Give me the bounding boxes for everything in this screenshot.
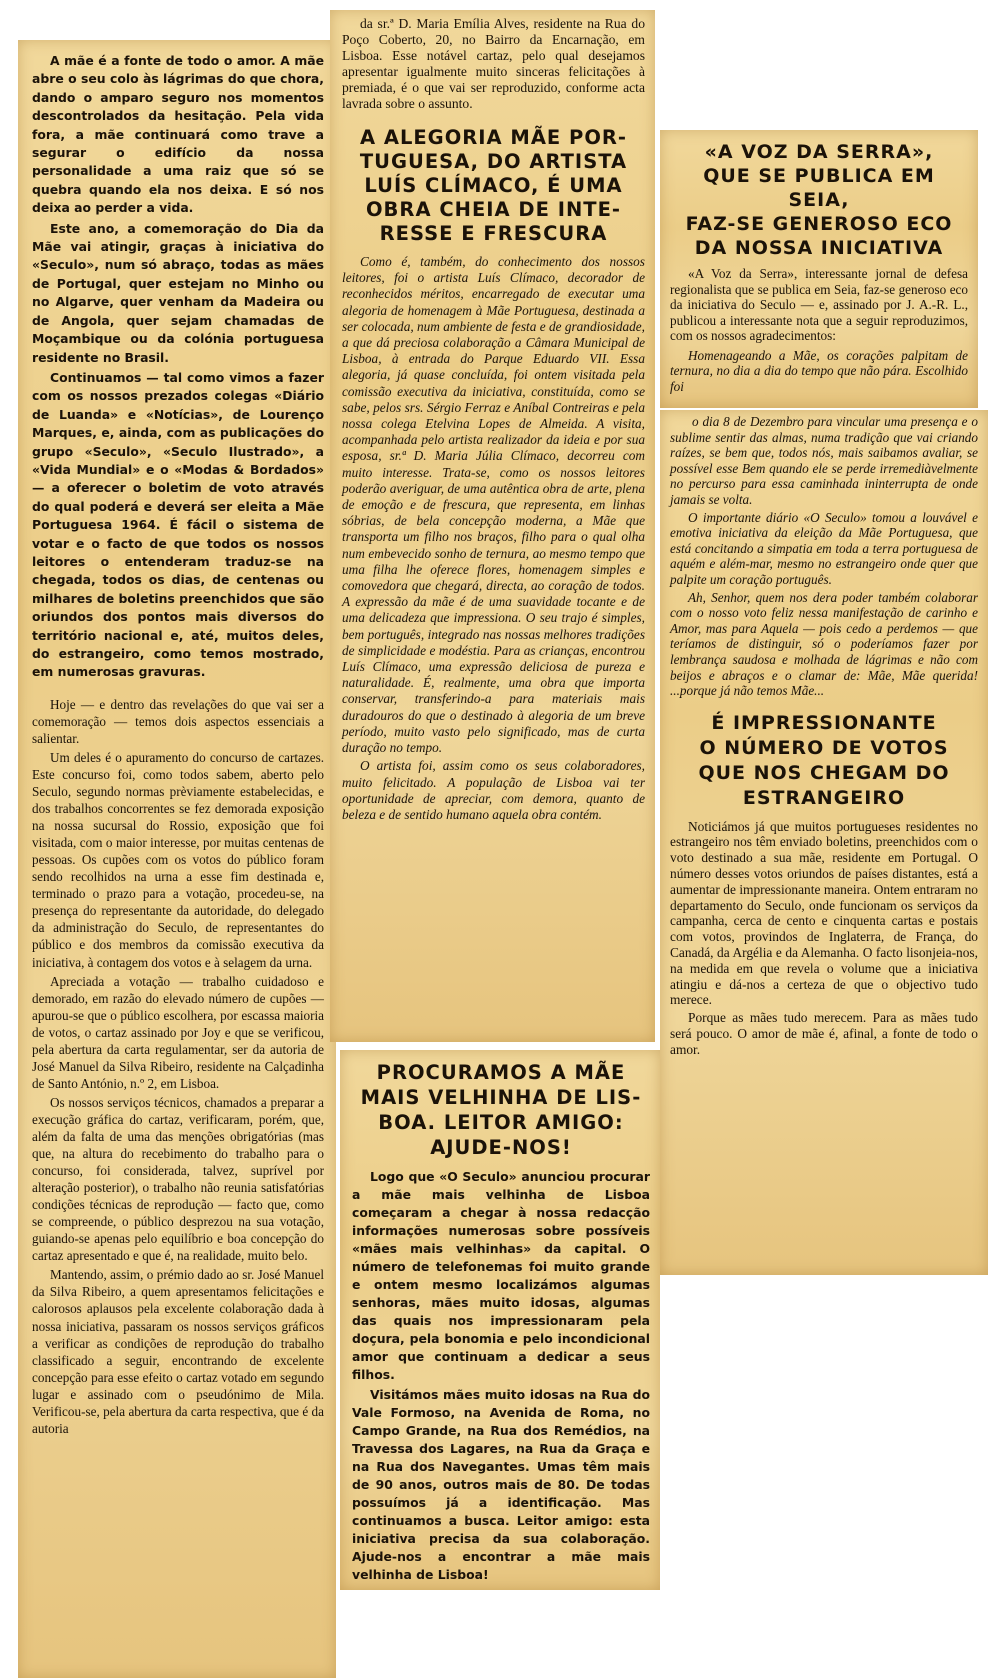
impressionante-headline-line-3: QUE NOS CHEGAM DO bbox=[698, 761, 950, 784]
procuramos-body bbox=[352, 1168, 650, 1584]
alegoria-headline-line-5: RESSE E FRESCURA bbox=[379, 222, 608, 245]
alegoria-headline-line-4: OBRA CHEIA DE INTE- bbox=[365, 198, 621, 221]
clipping-voz-da-serra bbox=[660, 130, 978, 408]
impressionante-body bbox=[670, 819, 978, 1058]
procuramos-headline-line-1: PROCURAMOS A MÃE bbox=[376, 1061, 626, 1084]
impressionante-paragraph-1: Noticiámos já que muitos portugueses residentes no estrangeiro nos têm enviado boletins, preenchidos com o voto destinado a sua mãe, residente em Portugal. O número desses votos oriundos de países distantes, está a aumentar de impressionante maneira. Ontem entraram no departamento do Seculo, onde funcionam os serviços da campanha, cerca de cento e cinquenta cartas e postais com votos, provindos de Inglaterra, de França, do Canadá, da Argélia e da Alemanha. O facto lisonjeia-nos, na medida em que revela o volume que a iniciativa atingiu e dá-nos a certeza de que o objectivo tudo merece. bbox=[670, 818, 978, 1008]
voz-cont-paragraph-2: O importante diário «O Seculo» tomou a louvável e emotiva iniciativa da eleição da Mãe Portuguesa, que está concitando a simpatia em toda a terra portuguesa de aquém e além-mar, mesmo no estrangeiro onde quer que palpite um coração português. bbox=[670, 509, 978, 587]
lead-paragraph-1: A mãe é a fonte de todo o amor. A mãe abre o seu colo às lágrimas do que chora, dando o amparo seguro nos momentos descontrolados da hesitação. Pela vida fora, a mãe continuará como trave a segurar o edifício da nossa personalidade a uma raiz que só se quebra quando ela nos deixa. E só nos deixa ao perder a vida. bbox=[32, 53, 324, 216]
clipping-procuramos bbox=[340, 1050, 660, 1590]
continuation-text: da sr.ª D. Maria Emília Alves, residente na Rua do Poço Coberto, 20, no Bairro da Encarnação, em Lisboa. Esse notável cartaz, pelo qual desejamos apresentar igualmente muito sinceras felicitações à premiada, é o que vai ser reproduzido, conforme acta lavrada sobre o assunto. bbox=[342, 16, 645, 111]
procuramos-headline-line-4: AJUDE-NOS! bbox=[430, 1136, 572, 1159]
voz-cont-paragraph-1: o dia 8 de Dezembro para vincular uma presença e o sublime sentir das almas, numa tradição que vai criando raízes, se bem que, todos nós, mais saibamos avaliar, se possível esse Bem quando ele se perde irremediàvelmente no percurso para essa caminhada ininterrupta de onde jamais se volta. bbox=[670, 414, 978, 507]
body-paragraph-2: Um deles é o apuramento do concurso de cartazes. Este concurso foi, como todos sabem, aberto pelo Seculo, segundo normas prèviamente estabelecidas, e dos trabalhos concorrentes se fez demorada exposição na nossa sucursal do Rossio, exposição que foi visitada, com o maior interesse, por muitas centenas de pessoas. Os cupões com os votos do público foram sendo recolhidos na urna a esse fim destinada e, terminado o prazo para a votação, procedeu-se, na presença do representante da autoridade, do delegado da administração do Seculo, de representantes do público e dos membros da comissão executiva da iniciativa, à contagem dos votos e à selagem da urna. bbox=[32, 749, 324, 970]
voz-intro: «A Voz da Serra», interessante jornal de defesa regionalista que se publica em Seia, faz-se generoso eco da iniciativa do Seculo — e, assinado por J. A.-R. L., publicou a interessante nota que a seguir reproduzimos, com os nossos agradecimentos: bbox=[670, 266, 968, 343]
voz-headline-line-1: «A VOZ DA SERRA», bbox=[704, 141, 934, 163]
impressionante-headline-line-2: O NÚMERO DE VOTOS bbox=[699, 736, 949, 759]
body-paragraph-1: Hoje — e dentro das revelações do que vai ser a comemoração — temos dois aspectos essenciais a salientar. bbox=[32, 696, 324, 746]
procuramos-paragraph-1: Logo que «O Seculo» anunciou procurar a mãe mais velhinha de Lisboa começaram a chegar à nossa redacção informações numerosas sobre possíveis «mães mais velhinhas» da capital. O número de telefonemas foi muito grande e ontem mesmo localizámos algumas senhoras, mães muito idosas, algumas das quais nos impressionaram pela doçura, pela bonomia e pelo incondicional amor que continuam a dedicar a seus filhos. bbox=[352, 1169, 650, 1382]
voz-headline bbox=[670, 140, 968, 260]
voz-headline-line-4: DA NOSSA INICIATIVA bbox=[694, 237, 944, 259]
voz-headline-line-2: QUE SE PUBLICA EM SEIA, bbox=[703, 165, 935, 211]
procuramos-headline bbox=[352, 1060, 650, 1160]
impressionante-headline-line-1: É IMPRESSIONANTE bbox=[711, 711, 937, 734]
voz-continuation bbox=[670, 414, 978, 699]
body-paragraph-3: Apreciada a votação — trabalho cuidadoso e demorado, em razão do elevado número de cupões — apurou-se que o público escolhera, por escassa maioria de votos, o cartaz assinado por Joy e que se verificou, pela abertura da carta regulamentar, ser da autoria de José Manuel da Silva Ribeiro, residente na Calçadinha de Santo António, n.º 2, em Lisboa. bbox=[32, 973, 324, 1091]
voz-quote-start: Homenageando a Mãe, os corações palpitam de ternura, no dia a dia do tempo que não pára. Escolhido foi bbox=[670, 347, 968, 394]
clipping-alegoria bbox=[330, 10, 655, 1042]
alegoria-headline-line-1: A ALEGORIA MÃE POR- bbox=[359, 126, 628, 149]
impressionante-paragraph-2: Porque as mães tudo merecem. Para as mães tudo será pouco. O amor de mãe é, afinal, a fonte de todo o amor. bbox=[670, 1010, 978, 1057]
body-text bbox=[32, 696, 324, 1437]
alegoria-paragraph-2: O artista foi, assim como os seus colaboradores, muito felicitado. A população de Lisboa vai ter oportunidade de apreciar, com demora, quanto de beleza e de sentido humano aquela obra contém. bbox=[342, 758, 645, 822]
alegoria-headline-line-3: LUÍS CLÍMACO, É UMA bbox=[364, 174, 623, 197]
procuramos-headline-line-2: MAIS VELHINHA DE LIS- bbox=[360, 1086, 642, 1109]
body-paragraph-4: Os nossos serviços técnicos, chamados a preparar a execução gráfica do cartaz, verificaram, porém, que, além da falta de uma das menções obrigatórias (mas que, na altura do recebimento do trabalho para o concurso, foi considerada, talvez, suprível por alteração posterior), o trabalho não reunia satisfatórias condições técnicas de reprodução — facto que, como se compreende, o público desprezou na sua votação, guiando-se apenas pelo equilíbrio e boa concepção do cartaz apresentado e que é, na realidade, muito belo. bbox=[32, 1094, 324, 1264]
alegoria-headline bbox=[342, 126, 645, 246]
voz-headline-line-3: FAZ-SE GENEROSO ECO bbox=[685, 213, 953, 235]
voz-cont-paragraph-3: Ah, Senhor, quem nos dera poder também colaborar com o nosso voto feliz nessa manifestação de carinho e Amor, mas para Aquela — pois cedo a perdemos — que teríamos de distinguir, só o poderíamos fazer por lembrança saudosa e molhada de lágrimas e não com beijos e abraços e o clamar de: Mãe, Mãe querida! ...porque já não temos Mãe... bbox=[670, 589, 978, 699]
alegoria-headline-line-2: TUGUESA, DO ARTISTA bbox=[359, 150, 628, 173]
procuramos-paragraph-2: Visitámos mães muito idosas na Rua do Vale Formoso, na Avenida de Roma, no Campo Grande, na Rua dos Remédios, na Travessa dos Lagares, na Rua da Graça e na Rua dos Navegantes. Umas têm mais de 90 anos, outros mais de 80. De todas possuímos já a identificação. Mas continuamos a busca. Leitor amigo: esta iniciativa precisa da sua colaboração. Ajude-nos a encontrar a mãe mais velhinha de Lisboa! bbox=[352, 1387, 650, 1582]
lead-text bbox=[32, 52, 324, 682]
alegoria-paragraph-1: Como é, também, do conhecimento dos nossos leitores, foi o artista Luís Clímaco, decorador de reconhecidos méritos, encarregado de executar uma alegoria de homenagem à Mãe Portuguesa, destinada a ser colocada, num ambiente de festa e de grandiosidade, a que dá preciosa colaboração a Câmara Municipal de Lisboa, à entrada do Parque Eduardo VII. Essa alegoria, já quase concluída, foi ontem visitada pela comissão executiva da iniciativa, constituída, como se sabe, pelos srs. Sérgio Ferraz e Aníbal Contreiras e pela nossa colega Etelvina Lopes de Almeida. A visita, acompanhada pelo artista realizador da ideia e por sua esposa, sr.ª D. Maria Júlia Clímaco, decorreu com muito interesse. Trata-se, como os nossos leitores poderão averiguar, de uma autêntica obra de arte, plena de emoção e de frescura, que representa, em linhas sóbrias, de bela concepção moderna, a Mãe que transporta um filho nos braços, filho para o qual olha num embevecido sonho de ternura, ao mesmo tempo que uma filha lhe oferece flores, homenagem simples e comovedora que chegará, directa, ao coração de todos. A expressão da mãe é de uma suavidade tocante e de uma delicadeza que impressiona. O seu trajo é simples, bem português, integrado nas nossas melhores tradições de simplicidade e modéstia. Para as crianças, encontrou Luís Clímaco, uma expressão deliciosa de pureza e naturalidade. É, realmente, uma obra que importa conservar, transferindo-a para materiais mais duradouros do que o destinado à alegoria de um breve período, muito vasto pelo significado, mas de curta duração no tempo. bbox=[342, 254, 645, 756]
procuramos-headline-line-3: BOA. LEITOR AMIGO: bbox=[378, 1111, 624, 1134]
lead-paragraph-2: Este ano, a comemoração do Dia da Mãe vai atingir, graças à iniciativa do «Seculo», num só abraço, todas as mães de Portugal, quer estejam no Minho ou no Algarve, quer venham da Madeira ou de Angola, quer sejam chamadas de Moçambique ou da colónia portuguesa residente no Brasil. bbox=[32, 220, 324, 365]
lead-paragraph-3: Continuamos — tal como vimos a fazer com os nossos prezados colegas «Diário de Luanda» e «Notícias», de Lourenço Marques, e, ainda, com as publicações do grupo «Seculo», «Seculo Ilustrado», a «Vida Mundial» e o «Modas & Bordados» — a oferecer o boletim de voto através do qual poderá e deverá ser eleita a Mãe Portuguesa 1964. É fácil o sistema de votar e o facto de que todos os nossos leitores o entenderam traduz-se na chegada, todos os dias, de centenas ou milhares de boletins preenchidos que são oriundos dos pontos mais diversos do território nacional e, até, muitos deles, do estrangeiro, como temos mostrado, em numerosas gravuras. bbox=[32, 369, 324, 680]
alegoria-body bbox=[342, 254, 645, 823]
impressionante-headline-line-4: ESTRANGEIRO bbox=[742, 786, 906, 809]
clipping-left-column bbox=[18, 40, 336, 1678]
body-paragraph-5: Mantendo, assim, o prémio dado ao sr. José Manuel da Silva Ribeiro, a quem apresentamos felicitações e calorosos aplausos pela excelente colaboração dada à nossa iniciativa, passaram os nossos serviços gráficos a verificar as condições de reprodução do trabalho classificado a seguir, encontrando de excelente concepção para esse efeito o cartaz votado em segundo lugar e assinado com o pseudónimo de Mila. Verificou-se, pela abertura da carta respectiva, que é da autoria bbox=[32, 1267, 324, 1436]
clipping-impressionante bbox=[660, 410, 988, 1275]
impressionante-headline bbox=[670, 711, 978, 811]
